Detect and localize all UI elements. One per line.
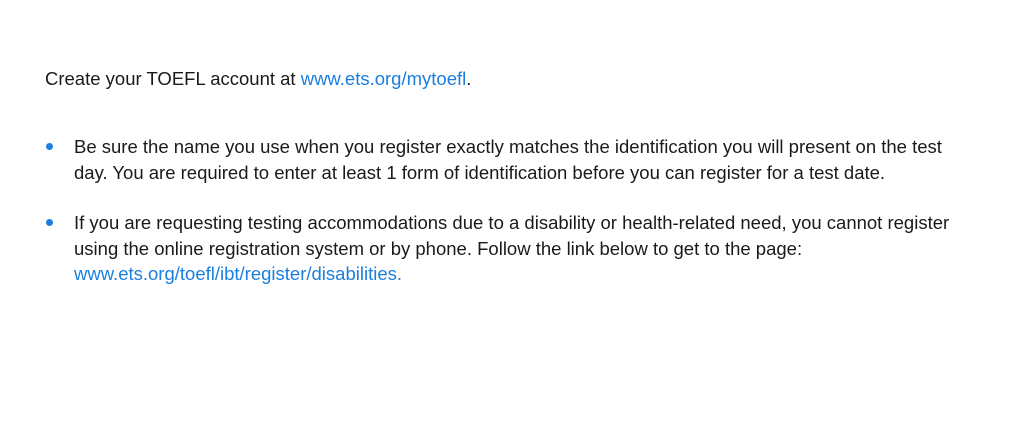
bullet-dot-icon bbox=[46, 143, 53, 150]
disabilities-link[interactable]: www.ets.org/toefl/ibt/register/disabilities. bbox=[74, 263, 402, 284]
bullet-text: Be sure the name you use when you register exactly matches the identification you will present on the test day. You are required to enter at least 1 form of identification before you can register for a test date. bbox=[74, 136, 942, 183]
bullet-list bbox=[45, 134, 975, 312]
bullet-text-with-link bbox=[74, 210, 975, 287]
bullet-text: If you are requesting testing accommodations due to a disability or health-related need, you cannot register using the online registration system or by phone. Follow the link below to get to the page: bbox=[74, 212, 950, 259]
bullet-dot-icon bbox=[46, 219, 53, 226]
intro-suffix: . bbox=[466, 68, 472, 89]
list-item bbox=[45, 210, 975, 287]
intro-paragraph bbox=[45, 66, 471, 92]
list-item bbox=[45, 134, 975, 185]
intro-text: Create your TOEFL account at bbox=[45, 68, 301, 89]
mytoefl-link[interactable]: www.ets.org/mytoefl bbox=[300, 68, 467, 89]
